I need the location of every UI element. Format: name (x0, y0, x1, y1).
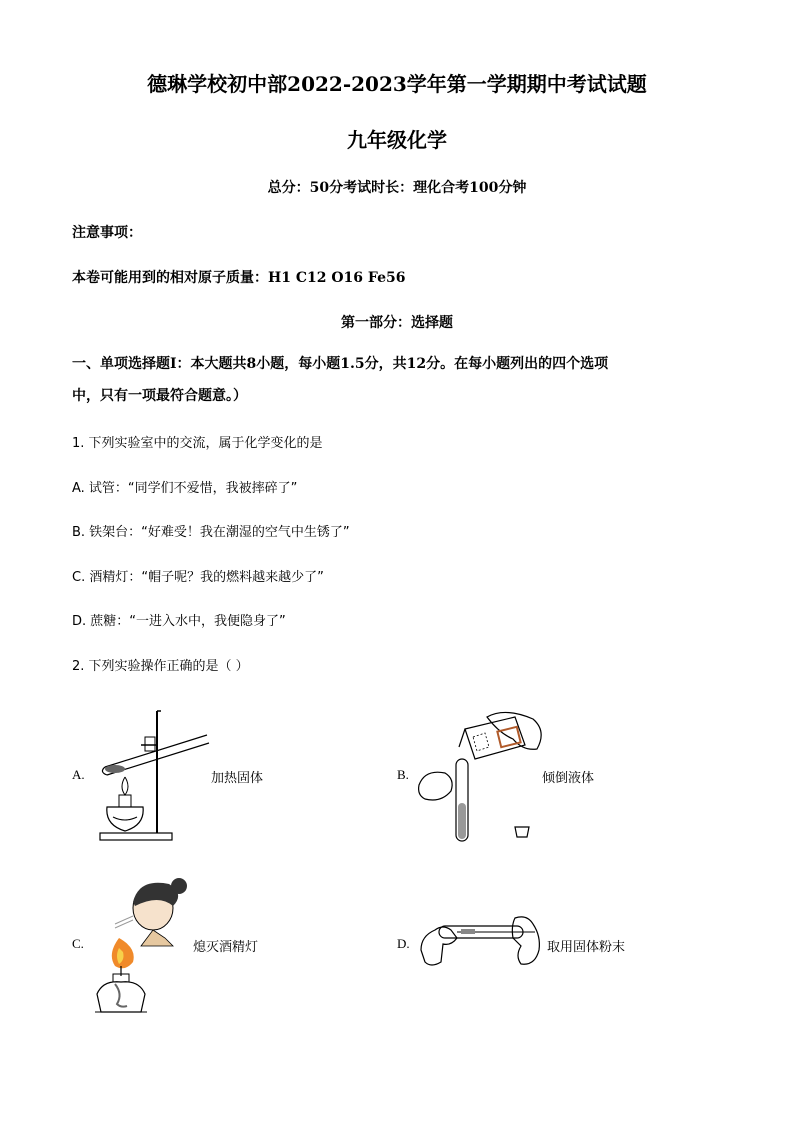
atomic-mass-line: 本卷可能用到的相对原子质量：H1 C12 O16 Fe56 (72, 270, 406, 286)
extinguish-lamp-illustration (93, 876, 193, 1016)
pouring-liquid-illustration (415, 707, 550, 852)
exam-subtitle: 九年级化学 (347, 128, 447, 152)
q2-option-b-caption: 倾倒液体 (542, 771, 595, 786)
q2-option-a-label: A. (72, 767, 85, 782)
part1-instruction-line1: 一、单项选择题Ⅰ：本大题共8小题，每小题1.5分，共12分。在每小题列出的四个选项 (72, 356, 609, 372)
q2-stem: 2. 下列实验操作正确的是（ ） (72, 659, 249, 674)
q1-option-d: D. 蔗糖：“一进入水中，我便隐身了” (72, 614, 286, 629)
part1-title: 第一部分：选择题 (341, 315, 453, 331)
q2-option-d-label: D. (397, 936, 410, 951)
heating-solid-illustration (95, 705, 215, 845)
q2-option-d-caption: 取用固体粉末 (547, 940, 626, 955)
q1-option-b: B. 铁架台：“好难受！我在潮湿的空气中生锈了” (72, 525, 350, 540)
notice-heading: 注意事项： (72, 225, 142, 241)
q1-stem: 1. 下列实验室中的交流，属于化学变化的是 (72, 436, 323, 451)
q2-option-c-caption: 熄灭酒精灯 (193, 940, 259, 955)
q1-option-c: C. 酒精灯：“帽子呢？我的燃料越来越少了” (72, 570, 324, 585)
exam-info: 总分：50分考试时长：理化合考100分钟 (267, 180, 527, 196)
q1-option-a: A. 试管：“同学们不爱惜，我被摔碎了” (72, 481, 298, 496)
part1-instruction-line2: 中，只有一项最符合题意。） (72, 388, 247, 404)
q2-option-b-label: B. (397, 767, 409, 782)
solid-powder-illustration (417, 910, 547, 972)
q2-option-c-label: C. (72, 936, 84, 951)
exam-title: 德琳学校初中部2022-2023学年第一学期期中考试试题 (147, 72, 647, 96)
q2-option-a-caption: 加热固体 (211, 771, 264, 786)
